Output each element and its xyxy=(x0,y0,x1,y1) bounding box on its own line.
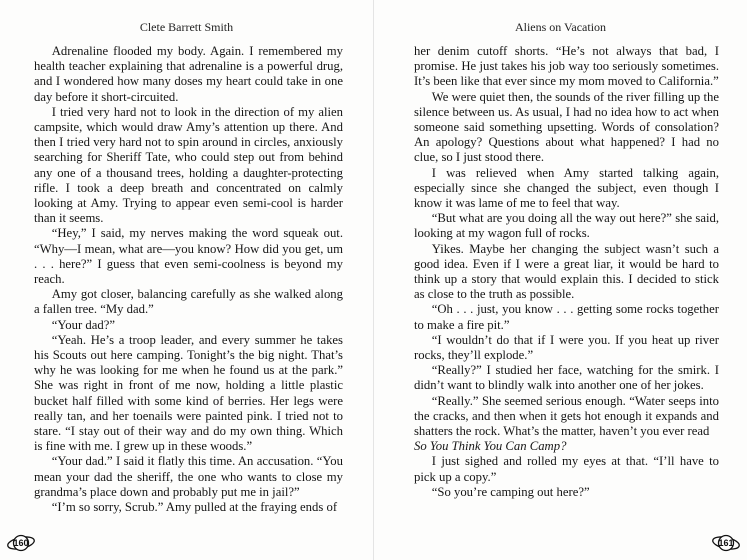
paragraph: “But what are you doing all the way out here?” she said, looking at my wagon full of rocks. xyxy=(414,211,719,241)
paragraph: I just sighed and rolled my eyes at that. “I’ll have to pick up a copy.” xyxy=(414,454,719,484)
paragraph: “I’m so sorry, Scrub.” Amy pulled at the fraying ends of xyxy=(51,500,338,515)
book-title: So You Think You Can Camp? xyxy=(414,439,567,454)
paragraph: her denim cutoff shorts. “He’s not always that bad, I promise. He just takes his job way too seriously sometimes. It’s been like that ever since my mom moved to California.” xyxy=(414,44,719,89)
left-page-text xyxy=(34,44,343,515)
paragraph: I tried very hard not to look in the direction of my alien campsite, which would draw Amy’s attention up there. And then I tried very hard not to spin around in circles, anxiously searching for Sheriff Tate, who could step out from behind any one of a thousand trees, holding a daughter-protecting rifle. I took a deep breath and concentrated on calmly looking at Amy. Trying to appear even semi-cool is harder than it seems. xyxy=(34,104,343,226)
paragraph: “Your dad?” xyxy=(51,317,115,332)
paragraph: Yikes. Maybe her changing the subject wasn’t such a good idea. Even if I were a great liar, it would be hard to think up a story that would explain this. I decided to stick as close to the truth as possible. xyxy=(414,241,719,302)
paragraph: Adrenaline flooded my body. Again. I remembered my health teacher explaining that adrenaline is a powerful drug, and I wondered how many doses my heart could take in one day before it short-circuited. xyxy=(34,44,343,104)
right-page xyxy=(374,0,747,560)
paragraph: “Hey,” I said, my nerves making the word squeak out. “Why—I mean, what are—you know? How did you get, um . . . here?” I guess that even semi-coolness is beyond my reach. xyxy=(34,226,343,287)
paragraph xyxy=(414,394,719,455)
paragraph: “Really?” I studied her face, watching for the smirk. I didn’t want to blindly walk into another one of her jokes. xyxy=(414,363,719,393)
right-page-text xyxy=(414,44,719,500)
page-number-label: 161 xyxy=(718,538,734,548)
running-header-author: Clete Barrett Smith xyxy=(139,20,234,34)
page-number-right xyxy=(711,532,741,554)
paragraph: “Yeah. He’s a troop leader, and every summer he takes his Scouts out here camping. Tonight’s the big night. That’s why he was looking for me when he found us at the park.” She was right in front of me now, holding a little plastic bucket half filled with some kind of berries. Her legs were really tan, and her toenails were painted pink. I tried not to stare. “I stay out of their way and do my own thing. Which is fine with me. I grew up in these woods.” xyxy=(34,332,343,454)
paragraph: “I wouldn’t do that if I were you. If you heat up river rocks, they’ll explode.” xyxy=(414,332,719,363)
paragraph: “So you’re camping out here?” xyxy=(431,484,590,499)
paragraph-text: “Really.” She seemed serious enough. “Water seeps into the cracks, and then when it gets hot enough it expands and shatters the rock. What’s the matter, haven’t you ever read xyxy=(414,393,719,439)
paragraph: Amy got closer, balancing carefully as she walked along a fallen tree. “My dad.” xyxy=(34,287,343,317)
left-page xyxy=(0,0,373,560)
paragraph: We were quiet then, the sounds of the river filling up the silence between us. As usual, I had no idea how to act when someone said something upsetting. Words of consolation? An apology? Questions about what happened? I had no clue, so I just stood there. xyxy=(414,89,719,165)
paragraph: “Your dad.” I said it flatly this time. An accusation. “You mean your dad the sheriff, the one who wants to close my grandma’s place down and probably put me in jail?” xyxy=(34,454,343,499)
running-header-title: Aliens on Vacation xyxy=(514,20,607,34)
page-number-label: 160 xyxy=(13,538,29,548)
paragraph: I was relieved when Amy started talking again, especially since she changed the subject, even though I know it was lame of me to feel that way. xyxy=(414,165,719,211)
paragraph: “Oh . . . just, you know . . . getting some rocks together to make a fire pit.” xyxy=(414,302,719,332)
page-number-left xyxy=(6,532,36,554)
